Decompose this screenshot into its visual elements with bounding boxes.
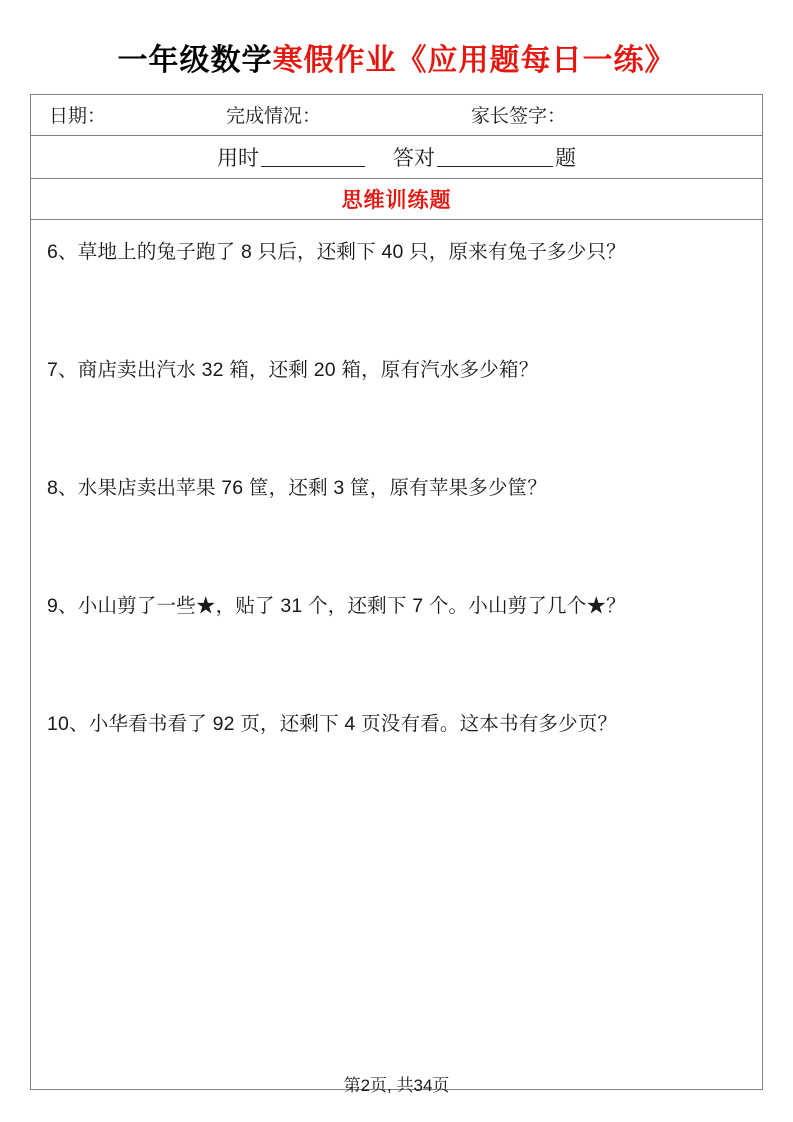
page-title-grade: 一年级数学 [117,44,273,77]
page-title-topic: 寒假作业《应用题每日一练》 [272,44,676,77]
correct-blank[interactable] [437,146,553,167]
questions-area [31,219,763,1089]
question-item: 7、商店卖出汽水 32 箱，还剩 20 箱，原有汽水多少箱？ [47,358,539,381]
page-title [30,42,763,80]
correct-label: 答对 [393,146,435,170]
table-row-section [31,178,763,219]
time-blank[interactable] [261,146,365,167]
time-label: 用时 [217,146,259,170]
signature-label: 家长签字： [471,106,567,127]
table-row-time [31,135,763,178]
completion-label: 完成情况： [226,106,322,127]
page-footer: 第2页, 共34页 [343,1076,450,1095]
question-item: 8、水果店卖出苹果 76 筐，还剩 3 筐，原有苹果多少筐？ [47,476,548,499]
question-item: 9、小山剪了一些★，贴了 31 个，还剩下 7 个。小山剪了几个★？ [47,595,626,618]
question-item: 6、草地上的兔子跑了 8 只后，还剩下 40 只，原来有兔子多少只？ [47,240,626,263]
unit-label: 题 [555,146,576,170]
worksheet-table [30,94,763,1090]
section-title: 思维训练题 [341,188,452,212]
date-label: 日期： [49,106,107,127]
section-cell [31,178,763,219]
info-cell [31,94,763,135]
table-row-header-info [31,94,763,135]
time-cell [31,135,763,178]
table-row-body [31,219,763,1089]
question-item: 10、小华看书看了 92 页，还剩下 4 页没有看。这本书有多少页？ [47,713,618,736]
